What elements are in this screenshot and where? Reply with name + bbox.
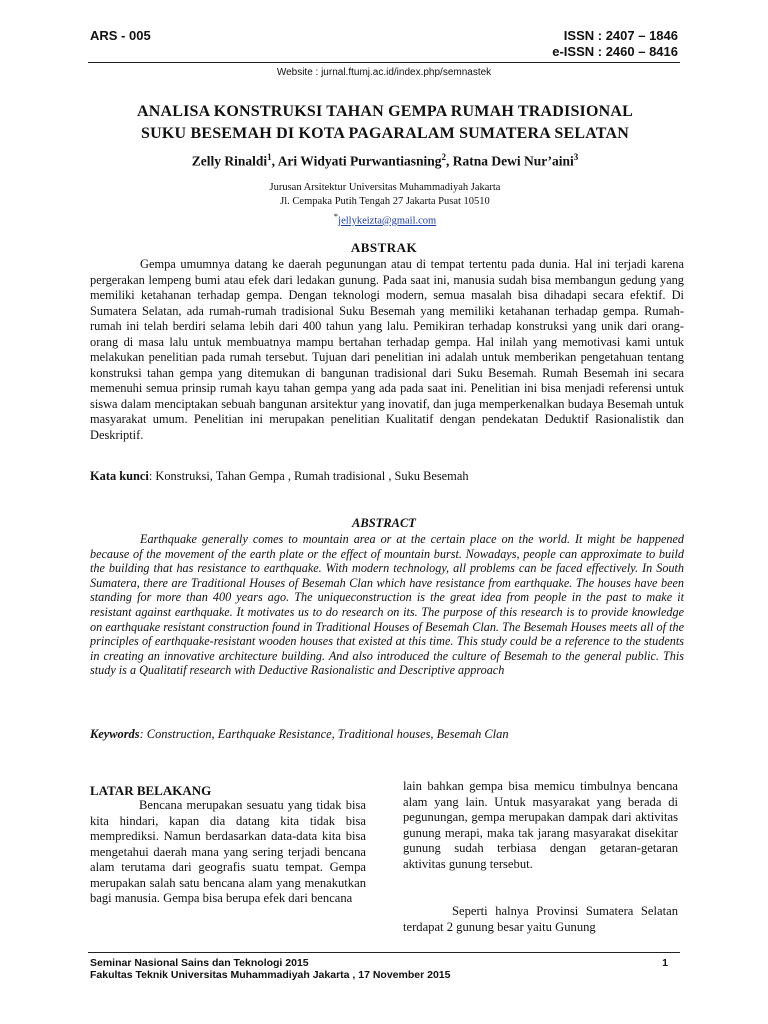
- abstrak-text: Gempa umumnya datang ke daerah pegunungan atau di tempat tertentu pada dunia. Hal ini terjadi karena pergerakan lempeng bumi atau efek dari ledakan gunung. Pada saat ini, manusia sudah bisa membangun gedung yang memiliki ketahanan terhadap gempa. Dengan teknologi modern, semua masalah bisa dihadapi secara efektif. Di Sumatera Selatan, ada rumah-rumah tradisional Suku Besemah yang memiliki ketahanan terhadap gempa. Rumah-rumah ini telah berdiri selama lebih dari 400 tahun yang lalu. Pemikiran terhadap konstruksi yang unik dari orang-orang di masa lalu untuk membuatnya mampu bertahan terhadap gempa. Hal inilah yang memotivasi kami untuk melakukan penelitian pada rumah tersebut. Tujuan dari penelitian ini adalah untuk memberikan pengetahuan tentang konstruksi tahan gempa yang ditemukan di bangunan tradisional dari Suku Besemah. Rumah Besemah ini secara memenuhi semua prinsip rumah kayu tahan gempa yang ada pada saat ini. Penelitian ini bisa menjadi referensi untuk siswa dalam menciptakan sebuah bangunan arsitektur yang inovatif, dan juga memperkenalkan budaya Besemah untuk masyarakat umum. Penelitian ini merupakan penelitian Kualitatif dengan pendekatan Deduktif Rasionalistik dan Deskriptif.: [90, 257, 684, 442]
- abstrak-heading: ABSTRAK: [350, 240, 418, 255]
- abstract-text: Earthquake generally comes to mountain area or at the certain place on the world. It might be happened because of the movement of the earth plate or the effect of mountain burst. Nowadays, people can approximate to build the building that has resistance to earthquake. With modern technology, all problems can be faced effectively. In South Sumatera, there are Traditional Houses of Besemah Clan which have resistance from earthquake. The houses have been standing for more than 400 years ago. The uniqueconstruction is the great idea from people in the past to make it resistant against earthquake. It motivates us to do research on its. The purpose of this research is to provide knowledge on earthquake resistant construction found in Traditional Houses of Besemah Clan. The Besemah Houses meets all of the principles of earthquake-resistant wooden houses that existed at this time. This study could be a reference to the students in creating an innovative architecture building. And also introduced the culture of Besemah to the general public. This study is a Qualitatif research with Deductive Rasionalistic and Descriptive approach: [90, 532, 684, 678]
- author-name: Zelly Rinaldi: [191, 153, 268, 169]
- eissn: e-ISSN : 2460 – 8416: [552, 44, 678, 59]
- author-affil-mark: 3: [573, 152, 579, 162]
- email-mark: *: [333, 211, 339, 221]
- author-name: Ari Widyati Purwantiasning: [277, 153, 442, 169]
- website: Website : jurnal.ftumj.ac.id/index.php/semnastek: [276, 67, 492, 78]
- footer-faculty: Fakultas Teknik Universitas Muhammadiyah Jakarta , 17 November 2015: [90, 969, 451, 981]
- affiliation-line-2: Jl. Cempaka Putih Tengah 27 Jakarta Pusat 10510: [280, 196, 490, 207]
- keywords-values: : Construction, Earthquake Resistance, Traditional houses, Besemah Clan: [139, 727, 509, 741]
- kata-kunci-label: Kata kunci: [90, 469, 149, 483]
- kata-kunci: [90, 469, 684, 484]
- author-list: [90, 152, 680, 170]
- affiliation-line-1: Jurusan Arsitektur Universitas Muhammadiyah Jakarta: [269, 182, 501, 193]
- body-column-right: lain bahkan gempa bisa memicu timbulnya bencana alam yang lain. Untuk masyarakat yang berada di pegunungan, gempa merupakan dampak dari aktivitas gunung merapi, maka tak jarang masyarakat disekitar gunung sudah terbiasa dengan getaran-getaran aktivitas gunung tersebut.: [403, 779, 678, 871]
- affiliation: [90, 181, 680, 229]
- issn-block: [552, 28, 678, 60]
- author-affil-mark: 2: [441, 152, 446, 162]
- email-line: [90, 209, 680, 229]
- author-affil-mark: 1: [267, 152, 272, 162]
- section-heading: LATAR BELAKANG: [90, 783, 212, 798]
- title-line-1: ANALISA KONSTRUKSI TAHAN GEMPA RUMAH TRADISIONAL: [136, 103, 634, 120]
- body-column-right-paragraph: Seperti halnya Provinsi Sumatera Selatan terdapat 2 gunung besar yaitu Gunung: [403, 904, 678, 934]
- keywords-label: Keywords: [90, 727, 140, 741]
- issn: ISSN : 2407 – 1846: [563, 28, 678, 43]
- header-divider: [88, 62, 680, 63]
- keywords: [90, 727, 684, 742]
- title-line-2: SUKU BESEMAH DI KOTA PAGARALAM SUMATERA SELATAN: [141, 125, 629, 142]
- journal-code: ARS - 005: [90, 28, 151, 43]
- footer-seminar: Seminar Nasional Sains dan Teknologi 2015: [90, 957, 309, 969]
- footer-divider: [88, 952, 680, 953]
- body-column-left: Bencana merupakan sesuatu yang tidak bisa kita hindari, kapan dia datang kita tidak bisa memprediksi. Namun berdasarkan data-data kita bisa mengetahui daerah mana yang sering terjadi bencana alam terutama dari geografis suatu tempat. Gempa merupakan salah satu bencana alam yang menakutkan bagi manusia. Gempa bisa berupa efek dari bencana: [90, 798, 366, 905]
- author-name: Ratna Dewi Nur’aini: [452, 153, 574, 169]
- abstract-heading: ABSTRACT: [352, 516, 416, 530]
- author-separator: ,: [445, 153, 453, 169]
- kata-kunci-values: : Konstruksi, Tahan Gempa , Rumah tradisional , Suku Besemah: [148, 469, 469, 483]
- page-number: 1: [662, 957, 668, 969]
- author-separator: ,: [271, 153, 278, 169]
- email-link[interactable]: jellykeizta@gmail.com: [338, 215, 437, 227]
- paper-title: [90, 101, 680, 145]
